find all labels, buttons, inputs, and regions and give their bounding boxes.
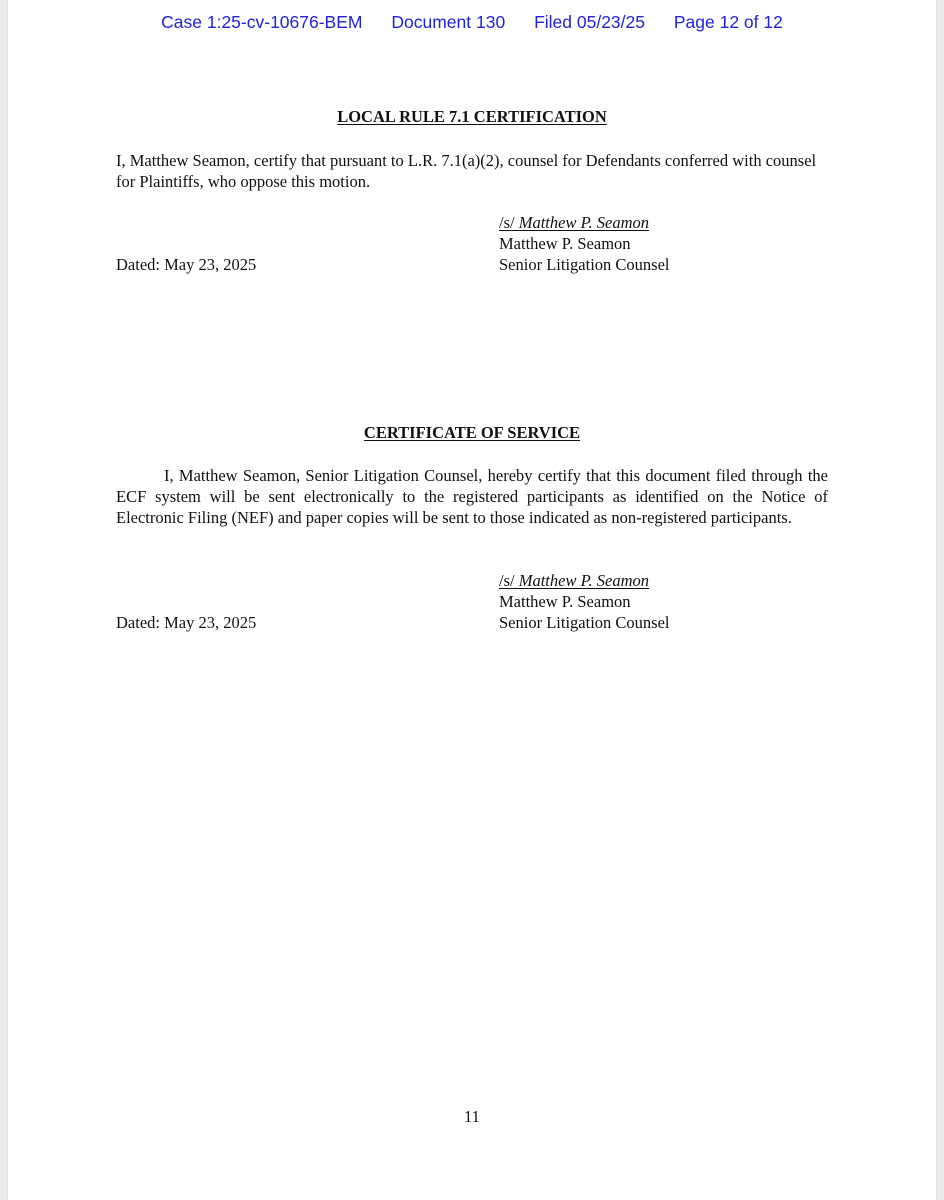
electronic-signature (499, 212, 819, 233)
page-number: 11 (464, 1107, 480, 1126)
signer-title: Senior Litigation Counsel (499, 613, 670, 632)
local-rule-dated: Dated: May 23, 2025 (116, 255, 257, 274)
local-rule-paragraph: I, Matthew Seamon, certify that pursuant to L.R. 7.1(a)(2), counsel for Defendants conferred with counsel for Plaintiffs, who oppose this motion. (116, 151, 817, 191)
document-page (8, 0, 936, 1200)
signature-prefix: /s/ (499, 571, 519, 590)
service-dated: Dated: May 23, 2025 (116, 613, 257, 632)
local-rule-signature-block (499, 212, 819, 275)
signature-prefix: /s/ (499, 213, 519, 232)
local-rule-heading: LOCAL RULE 7.1 CERTIFICATION (337, 107, 607, 126)
signer-name: Matthew P. Seamon (499, 234, 631, 253)
service-paragraph: I, Matthew Seamon, Senior Litigation Counsel, hereby certify that this document filed through the ECF system will be sent electronically to the registered participants as identified on the Notice of Electronic Filing (NEF) and paper copies will be sent to those indicated as non-registered participants. (116, 466, 828, 527)
signature-name: Matthew P. Seamon (518, 571, 650, 590)
case-number: Case 1:25-cv-10676-BEM (161, 12, 363, 32)
service-heading: CERTIFICATE OF SERVICE (363, 423, 581, 442)
document-number: Document 130 (391, 12, 506, 32)
signature-name: Matthew P. Seamon (518, 213, 650, 232)
signer-title: Senior Litigation Counsel (499, 255, 670, 274)
filed-date: Filed 05/23/25 (534, 12, 645, 32)
electronic-signature (499, 570, 819, 591)
ecf-header (8, 12, 936, 33)
page-count: Page 12 of 12 (673, 12, 783, 32)
signer-name: Matthew P. Seamon (499, 592, 631, 611)
service-signature-block (499, 570, 819, 633)
